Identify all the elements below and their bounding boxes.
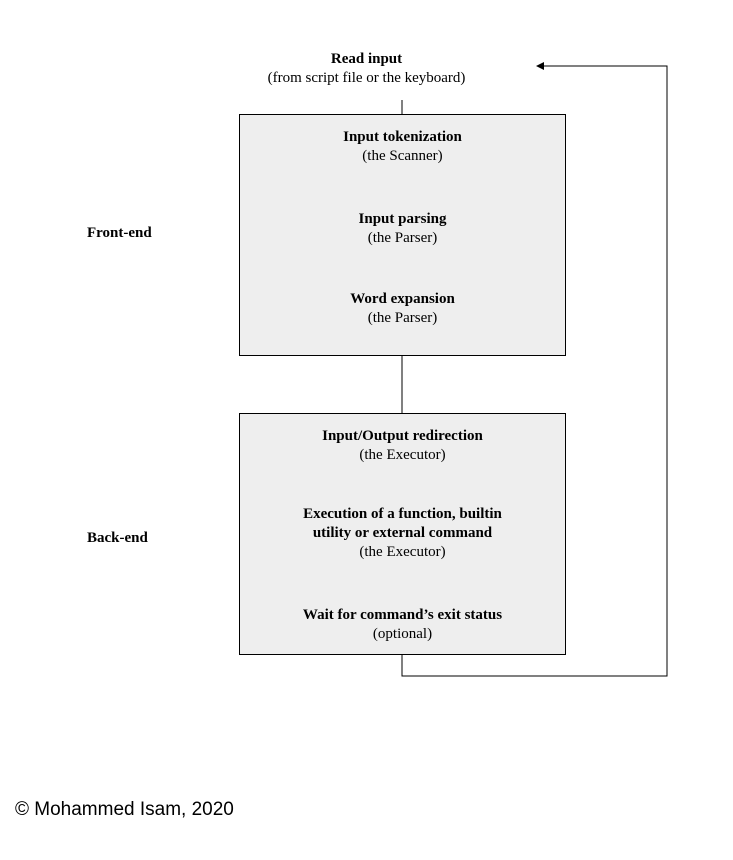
wait-subtitle: (optional) — [372, 626, 433, 642]
execution-title-line1: Execution of a function, builtin — [303, 506, 502, 522]
redirection-step — [239, 427, 566, 465]
redirection-subtitle: (the Executor) — [359, 447, 446, 463]
parsing-step — [239, 210, 566, 248]
wait-step — [239, 606, 566, 644]
parsing-subtitle: (the Parser) — [367, 230, 438, 246]
execution-step — [239, 505, 566, 562]
read-input-subtitle: (from script file or the keyboard) — [267, 70, 466, 86]
front-end-label: Front-end — [87, 225, 152, 241]
tokenization-subtitle: (the Scanner) — [362, 148, 443, 164]
execution-title-line2: utility or external command — [312, 525, 493, 541]
execution-subtitle: (the Executor) — [359, 544, 446, 560]
expansion-step — [239, 290, 566, 328]
expansion-subtitle: (the Parser) — [367, 310, 438, 326]
read-input-step — [0, 50, 733, 88]
redirection-title: Input/Output redirection — [322, 428, 483, 444]
tokenization-title: Input tokenization — [343, 129, 462, 145]
tokenization-step — [239, 128, 566, 166]
parsing-title: Input parsing — [358, 211, 447, 227]
expansion-title: Word expansion — [350, 291, 455, 307]
copyright-notice: © Mohammed Isam, 2020 — [15, 799, 234, 820]
back-end-label: Back-end — [87, 530, 148, 546]
read-input-title: Read input — [330, 51, 403, 67]
wait-title: Wait for command’s exit status — [302, 607, 503, 623]
